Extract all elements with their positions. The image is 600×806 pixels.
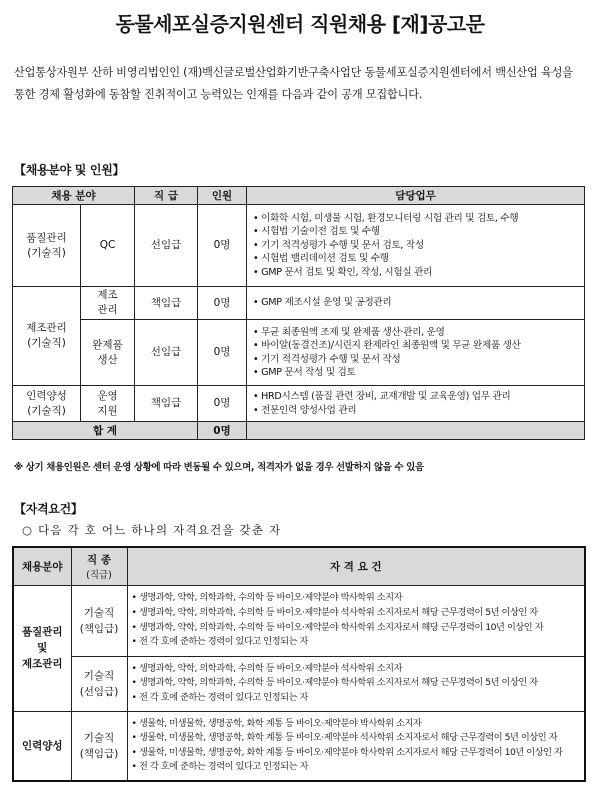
header-grade: 직 급 xyxy=(135,187,198,205)
positions-table xyxy=(12,186,585,440)
duties-cell xyxy=(247,386,585,422)
duties-cell xyxy=(247,205,585,287)
type-cell: 기술직 (책임급) xyxy=(71,711,127,781)
field-cell: 품질관리 및 제조관리 xyxy=(13,585,71,711)
qualification-intro: ○ 다음 각 호 어느 하나의 자격요건을 갖춘 자 xyxy=(22,523,282,537)
field-cell: 품질관리 (기술직) xyxy=(13,205,81,287)
sub-field-cell: 운영 지원 xyxy=(81,386,135,422)
page-title: 동물세포실증지원센터 직원채용 [재]공고문 xyxy=(115,12,485,36)
duty-item: • 이화학 시험, 미생물 시험, 환경모니터링 시험 관리 및 검토, 수행 xyxy=(253,212,580,225)
duty-item: • 무균 최종원액 조제 및 완제품 생산·관리, 운영 xyxy=(253,326,580,339)
header-field: 채용분야 xyxy=(13,547,71,585)
duties-cell xyxy=(247,287,585,320)
duty-item: • 바이알(동결건조)/시린지 완제라인 최종원액 및 무균 완제품 생산 xyxy=(253,339,580,352)
qualifications-table xyxy=(12,546,586,782)
requirement-item: • 전 각 호에 준하는 경력이 있다고 인정되는 자 xyxy=(132,691,581,706)
duty-item: • 전문인력 양성사업 관리 xyxy=(253,404,580,417)
count-cell: 0명 xyxy=(198,205,247,287)
duty-item: • GMP 제조시설 운영 및 공정관리 xyxy=(253,296,580,309)
requirement-item: • 생물학, 미생물학, 생명공학, 화학 계통 등 바이오·제약분야 석사학위 소지자로서 해당 근무경력이 5년 이상인 자 xyxy=(132,731,581,746)
field-cell: 인력양성 xyxy=(13,711,71,781)
requirement-item: • 전 각 호에 준하는 경력이 있다고 인정되는 자 xyxy=(132,635,581,650)
table-row xyxy=(13,656,585,711)
requirement-item: • 생명과학, 약학, 의학과학, 수의학 등 바이오·제약분야 학사학위 소지자로서 해당 근무경력이 10년 이상인 자 xyxy=(132,621,581,636)
recruitment-note: ※ 상기 채용인원은 센터 운영 상황에 따라 변동될 수 있으며, 적격자가 없을 경우 선발하지 않을 수 있음 xyxy=(14,462,424,473)
requirement-item: • 생물학, 미생물학, 생명공학, 화학 계통 등 바이오·제약분야 박사학위 소지자 xyxy=(132,717,581,732)
duties-cell xyxy=(247,320,585,386)
header-count: 인원 xyxy=(198,187,247,205)
requirements-cell xyxy=(127,711,585,781)
type-cell: 기술직 (책임급) xyxy=(71,585,127,656)
requirement-item: • 생명과학, 약학, 의학과학, 수의학 등 바이오·제약분야 학사학위 소지자로서 해당 근무경력이 5년 이상인 자 xyxy=(132,676,581,691)
total-row xyxy=(13,422,585,440)
duty-item: • 기기 적격성평가 수행 및 문서 검토, 작성 xyxy=(253,239,580,252)
type-cell: 기술직 (선임급) xyxy=(71,656,127,711)
duty-item: • GMP 문서 작성 및 검토 xyxy=(253,366,580,379)
requirement-item: • 생물학, 미생물학, 생명공학, 화학 계통 등 바이오·제약분야 학사학위 소지자로서 해당 근무경력이 10년 이상인 자 xyxy=(132,746,581,761)
table-row xyxy=(13,386,585,422)
requirements-cell xyxy=(127,585,585,656)
requirement-item: • 전 각 호에 준하는 경력이 있다고 인정되는 자 xyxy=(132,760,581,775)
total-empty-cell xyxy=(247,422,585,440)
field-cell: 인력양성 (기술직) xyxy=(13,386,81,422)
header-type-label: 직 종 xyxy=(87,553,111,566)
section-heading-qualifications: 【자격요건】 xyxy=(14,502,83,516)
sub-field-cell: QC xyxy=(81,205,135,287)
duty-item: • GMP 문서 검토 및 확인, 작성, 시험실 관리 xyxy=(253,266,580,279)
count-cell: 0명 xyxy=(198,287,247,320)
intro-paragraph: 산업통상자원부 산하 비영리법인인 (재)백신글로벌산업화기반구축사업단 동물세포실증지원센터에서 백신산업 육성을 통한 경제 활성화에 동참할 진취적이고 능력있는 인재를 다음과 같이 공개 모집합니다. xyxy=(14,66,573,101)
grade-cell: 책임급 xyxy=(135,386,198,422)
header-field: 채용 분야 xyxy=(13,187,135,205)
header-duties: 담당업무 xyxy=(247,187,585,205)
grade-cell: 선임급 xyxy=(135,205,198,287)
sub-field-cell: 제조 관리 xyxy=(81,287,135,320)
positions-header-row xyxy=(13,187,585,205)
header-type xyxy=(71,547,127,585)
requirements-cell xyxy=(127,656,585,711)
duty-item: • HRD시스템 (품질 관련 장비, 교재개발 및 교육운영) 업무 관리 xyxy=(253,390,580,403)
count-cell: 0명 xyxy=(198,320,247,386)
total-count: 0명 xyxy=(198,422,247,440)
table-row xyxy=(13,585,585,656)
requirement-item: • 생명과학, 약학, 의학과학, 수의학 등 바이오·제약분야 석사학위 소지자로서 해당 근무경력이 5년 이상인 자 xyxy=(132,606,581,621)
requirement-item: • 생명과학, 약학, 의학과학, 수의학 등 바이오·제약분야 박사학위 소지자 xyxy=(132,591,581,606)
header-type-sub: (직급) xyxy=(86,569,112,581)
duty-item: • 시험법 기술이전 검토 및 수행 xyxy=(253,225,580,238)
section-heading-positions: 【채용분야 및 인원】 xyxy=(14,163,125,177)
requirement-item: • 생명과학, 약학, 의학과학, 수의학 등 바이오·제약분야 석사학위 소지자 xyxy=(132,662,581,677)
table-row xyxy=(13,287,585,320)
total-label: 합 계 xyxy=(13,422,198,440)
grade-cell: 책임급 xyxy=(135,287,198,320)
table-row xyxy=(13,711,585,781)
qualifications-header-row xyxy=(13,547,585,585)
duty-item: • 시험법 밸리데이션 검토 및 수행 xyxy=(253,252,580,265)
field-cell: 제조관리 (기술직) xyxy=(13,287,81,386)
table-row xyxy=(13,320,585,386)
count-cell: 0명 xyxy=(198,386,247,422)
duty-item: • 기기 적격성평가 수행 및 문서 작성 xyxy=(253,353,580,366)
grade-cell: 선임급 xyxy=(135,320,198,386)
sub-field-cell: 완제품 생산 xyxy=(81,320,135,386)
table-row xyxy=(13,205,585,287)
header-requirements: 자 격 요 건 xyxy=(127,547,585,585)
